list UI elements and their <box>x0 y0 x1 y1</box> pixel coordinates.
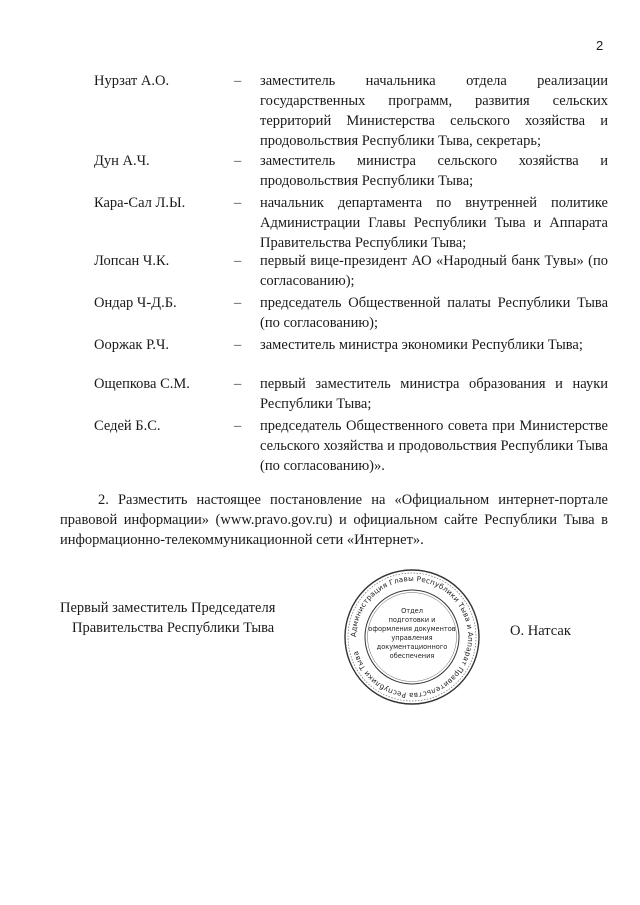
stamp-center-line: документационного <box>376 643 448 651</box>
stamp-center-line: оформления документов <box>368 625 456 633</box>
member-name: Кара-Сал Л.Ы. <box>94 195 186 211</box>
member-dash: – <box>234 295 242 311</box>
member-role: начальник департамента по внутренней политике Администрации Главы Республики Тыва и Аппарата Правительства Республики Тыва; <box>260 195 608 251</box>
member-name: Нурзат А.О. <box>94 73 170 89</box>
member-dash: – <box>234 153 242 169</box>
member-dash: – <box>234 253 242 269</box>
member-role: заместитель министра экономики Республики Тыва; <box>260 337 583 353</box>
member-role: первый вице-президент АО «Народный банк Тувы» (по согласованию); <box>260 253 608 289</box>
member-name: Лопсан Ч.К. <box>94 253 170 269</box>
stamp-center-line: Отдел <box>401 607 423 615</box>
member-role: заместитель начальника отдела реализации государственных программ, развития сельских территорий Министерства сельского хозяйства и продовольствия Республики Тыва, секретарь; <box>260 73 608 149</box>
signer-position <box>60 598 300 638</box>
member-dash: – <box>234 376 242 392</box>
signer-position-line-2: Правительства Республики Тыва <box>72 620 275 636</box>
member-name: Дун А.Ч. <box>94 153 150 169</box>
member-role: заместитель министра сельского хозяйства и продовольствия Республики Тыва; <box>260 153 608 189</box>
member-name: Ощепкова С.М. <box>94 376 190 392</box>
official-seal-stamp <box>342 567 482 707</box>
stamp-ring-text: Администрация Главы Республики Тыва и Аппарат Правительства Республики Тыва <box>348 573 476 701</box>
member-role: председатель Общественного совета при Министерстве сельского хозяйства и продовольствия Республики Тыва (по согласованию)». <box>260 418 608 474</box>
member-dash: – <box>234 73 242 89</box>
member-dash: – <box>234 337 242 353</box>
member-dash: – <box>234 195 242 211</box>
stamp-center-line: обеспечения <box>389 652 435 660</box>
member-dash: – <box>234 418 242 434</box>
signer-position-line-1: Первый заместитель Председателя <box>60 600 276 616</box>
stamp-center-line: управления <box>391 634 433 642</box>
stamp-center-line: подготовки и <box>388 616 436 624</box>
page-number: 2 <box>596 38 604 53</box>
member-name: Ондар Ч-Д.Б. <box>94 295 177 311</box>
paragraph-publication: 2. Разместить настоящее постановление на «Официальном интернет-портале правовой информации» (www.pravo.gov.ru) и официальном сайте Республики Тыва в информационно-телекоммуникационной сети «Интернет». <box>60 492 608 548</box>
member-role: первый заместитель министра образования и науки Республики Тыва; <box>260 376 608 412</box>
member-name: Ооржак Р.Ч. <box>94 337 170 353</box>
signer-name: О. Натсак <box>510 623 571 639</box>
member-role: председатель Общественной палаты Республики Тыва (по согласованию); <box>260 295 608 331</box>
member-name: Седей Б.С. <box>94 418 161 434</box>
